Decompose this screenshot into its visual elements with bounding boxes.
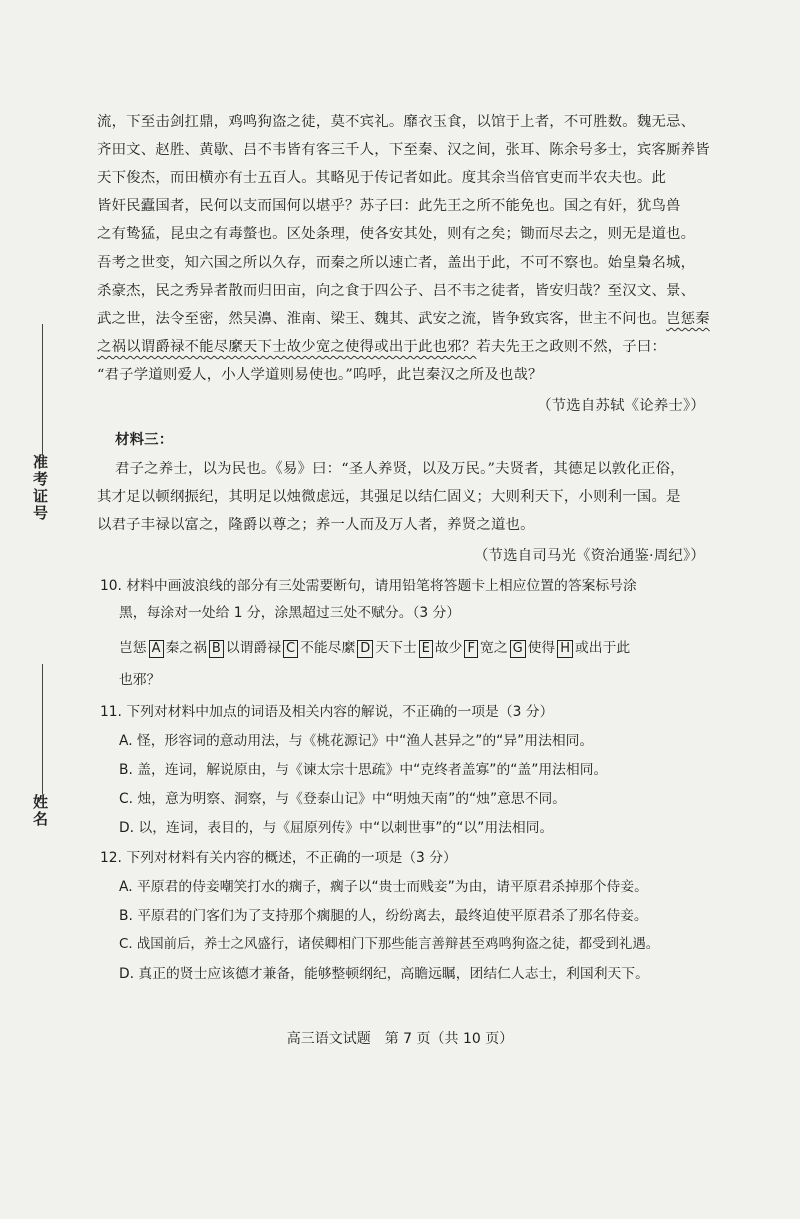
answer-box-h: H: [557, 640, 573, 658]
option-d: D. 以，连词，表目的，与《屈原列传》中“以刺世事”的“以”用法相同。: [119, 820, 554, 836]
answer-box-f: F: [464, 640, 477, 658]
option-d: D. 真正的贤士应该德才兼备，能够整顿纲纪，高瞻远瞩，团结仁人志士，利国利天下。: [119, 966, 649, 982]
answer-box-g: G: [510, 640, 526, 658]
material-title: 材料三：: [115, 431, 174, 448]
passage-text: 若夫先王之政则不然，子曰：: [476, 339, 667, 355]
passage-line: 君子之养士，以为民也。《易》曰：“圣人养贤，以及万民。”夫贤者，其德足以敦化正俗，: [115, 461, 685, 477]
page-footer: 高三语文试题 第 7 页（共 10 页）: [286, 1031, 514, 1047]
passage-line: 其才足以顿纲振纪，其明足以烛微虑远，其强足以结仁固义；大则利天下，小则利一国。是: [97, 489, 681, 505]
passage-line: 以君子丰禄以富之，隆爵以尊之；养一人而及万人者，养贤之道也。: [97, 517, 535, 533]
passage-line: 皆奸民蠹国者，民何以支而国何以堪乎？苏子曰：此先王之所不能免也。国之有奸，犹鸟兽: [97, 198, 681, 214]
passage-line: [97, 337, 705, 357]
segmented-sentence-tail: 也邪？: [119, 672, 161, 688]
option-c: C. 烛，意为明察、洞察，与《登泰山记》中“明烛天南”的“烛”意思不同。: [119, 791, 567, 807]
answer-box-c: C: [283, 640, 298, 658]
option-a: A. 怪，形容词的意动用法，与《桃花源记》中“渔人甚异之”的“异”用法相同。: [119, 733, 594, 749]
segment-text: 天下士: [375, 640, 417, 656]
passage-line: 杀豪杰，民之秀异者散而归田亩，向之食于四公子、吕不韦之徒者，皆安归哉？至汉文、景、: [97, 283, 696, 299]
answer-box-b: B: [209, 640, 224, 658]
question-stem: 黑，每涂对一处给 1 分，涂黑超过三处不赋分。（3 分）: [119, 605, 461, 621]
passage-line: 之有鸷猛，昆虫之有毒螫也。区处条理，使各安其处，则有之矣；锄而尽去之，则无是道也。: [97, 226, 696, 242]
passage-line: “君子学道则爱人，小人学道则易使也。”呜呼，此岂秦汉之所及也哉？: [97, 367, 543, 383]
passage-line: [97, 309, 710, 329]
question-stem: 12. 下列对材料有关内容的概述，不正确的一项是（3 分）: [100, 850, 457, 866]
question-stem: 10. 材料中画波浪线的部分有三处需要断句，请用铅笔将答题卡上相应位置的答案标号涂: [100, 578, 637, 594]
question-stem: 11. 下列对材料中加点的词语及相关内容的解说，不正确的一项是（3 分）: [100, 704, 554, 720]
passage-line: 齐田文、赵胜、黄歇、吕不韦皆有客三千人，下至秦、汉之间，张耳、陈余号多士，宾客厮养皆: [97, 142, 710, 158]
segment-text: 或出于此: [575, 640, 631, 656]
segment-text: 故少: [434, 640, 463, 656]
option-c: C. 战国前后，养士之风盛行，诸侯卿相门下那些能言善辩甚至鸡鸣狗盗之徒，都受到礼遇。: [119, 937, 660, 952]
segment-text: 不能尽縻: [300, 640, 356, 656]
name-rule: [42, 664, 43, 794]
segment-text: 以谓爵禄: [225, 640, 281, 656]
passage-text: 武之世，法令至密，然吴濞、淮南、梁王、魏其、武安之流，皆争致宾客，世主不问也。: [97, 311, 667, 327]
passage-line: 流，下至击剑扛鼎，鸡鸣狗盗之徒，莫不宾礼。靡衣玉食，以馆于上者，不可胜数。魏无忌、: [97, 114, 696, 130]
source-citation: （节选自苏轼《论养士》）: [537, 398, 705, 414]
answer-box-d: D: [357, 640, 373, 658]
wavy-underline-text: 岂惩秦: [666, 311, 710, 327]
wavy-underline-text: 之祸以谓爵禄不能尽縻天下士故少宽之使得或出于此也邪？: [97, 339, 477, 355]
source-citation: （节选自司马光《资治通鉴·周纪》）: [473, 548, 705, 564]
exam-id-label: 准考证号: [31, 454, 49, 522]
passage-line: 天下俊杰，而田横亦有士五百人。其略见于传记者如此。度其余当倍官吏而半农夫也。此: [97, 170, 667, 186]
answer-box-a: A: [149, 640, 164, 658]
segment-text: 岂惩: [119, 640, 147, 656]
passage-line: 吾考之世变，知六国之所以久存，而秦之所以速亡者，盖出于此，不可不察也。始皇梟名城，: [97, 255, 696, 271]
segment-text: 使得: [527, 640, 556, 656]
segment-text: 宽之: [479, 640, 508, 656]
option-a: A. 平原君的侍妾嘲笑打水的瘸子，瘸子以“贵士而贱妾”为由，请平原君杀掉那个侍妾。: [119, 879, 648, 895]
name-label: 姓名: [31, 794, 49, 828]
segment-text: 秦之祸: [165, 640, 207, 656]
answer-box-e: E: [419, 640, 433, 658]
option-b: B. 平原君的门客们为了支持那个瘸腿的人，纷纷离去，最终迫使平原君杀了那名侍妾。: [119, 908, 648, 924]
name-field: [30, 660, 54, 828]
option-b: B. 盖，连词，解说原由，与《谏太宗十思疏》中“克终者盖寡”的“盖”用法相同。: [119, 762, 608, 778]
exam-id-field: [30, 320, 54, 522]
segmented-sentence: [119, 638, 705, 658]
exam-id-rule: [42, 324, 43, 454]
